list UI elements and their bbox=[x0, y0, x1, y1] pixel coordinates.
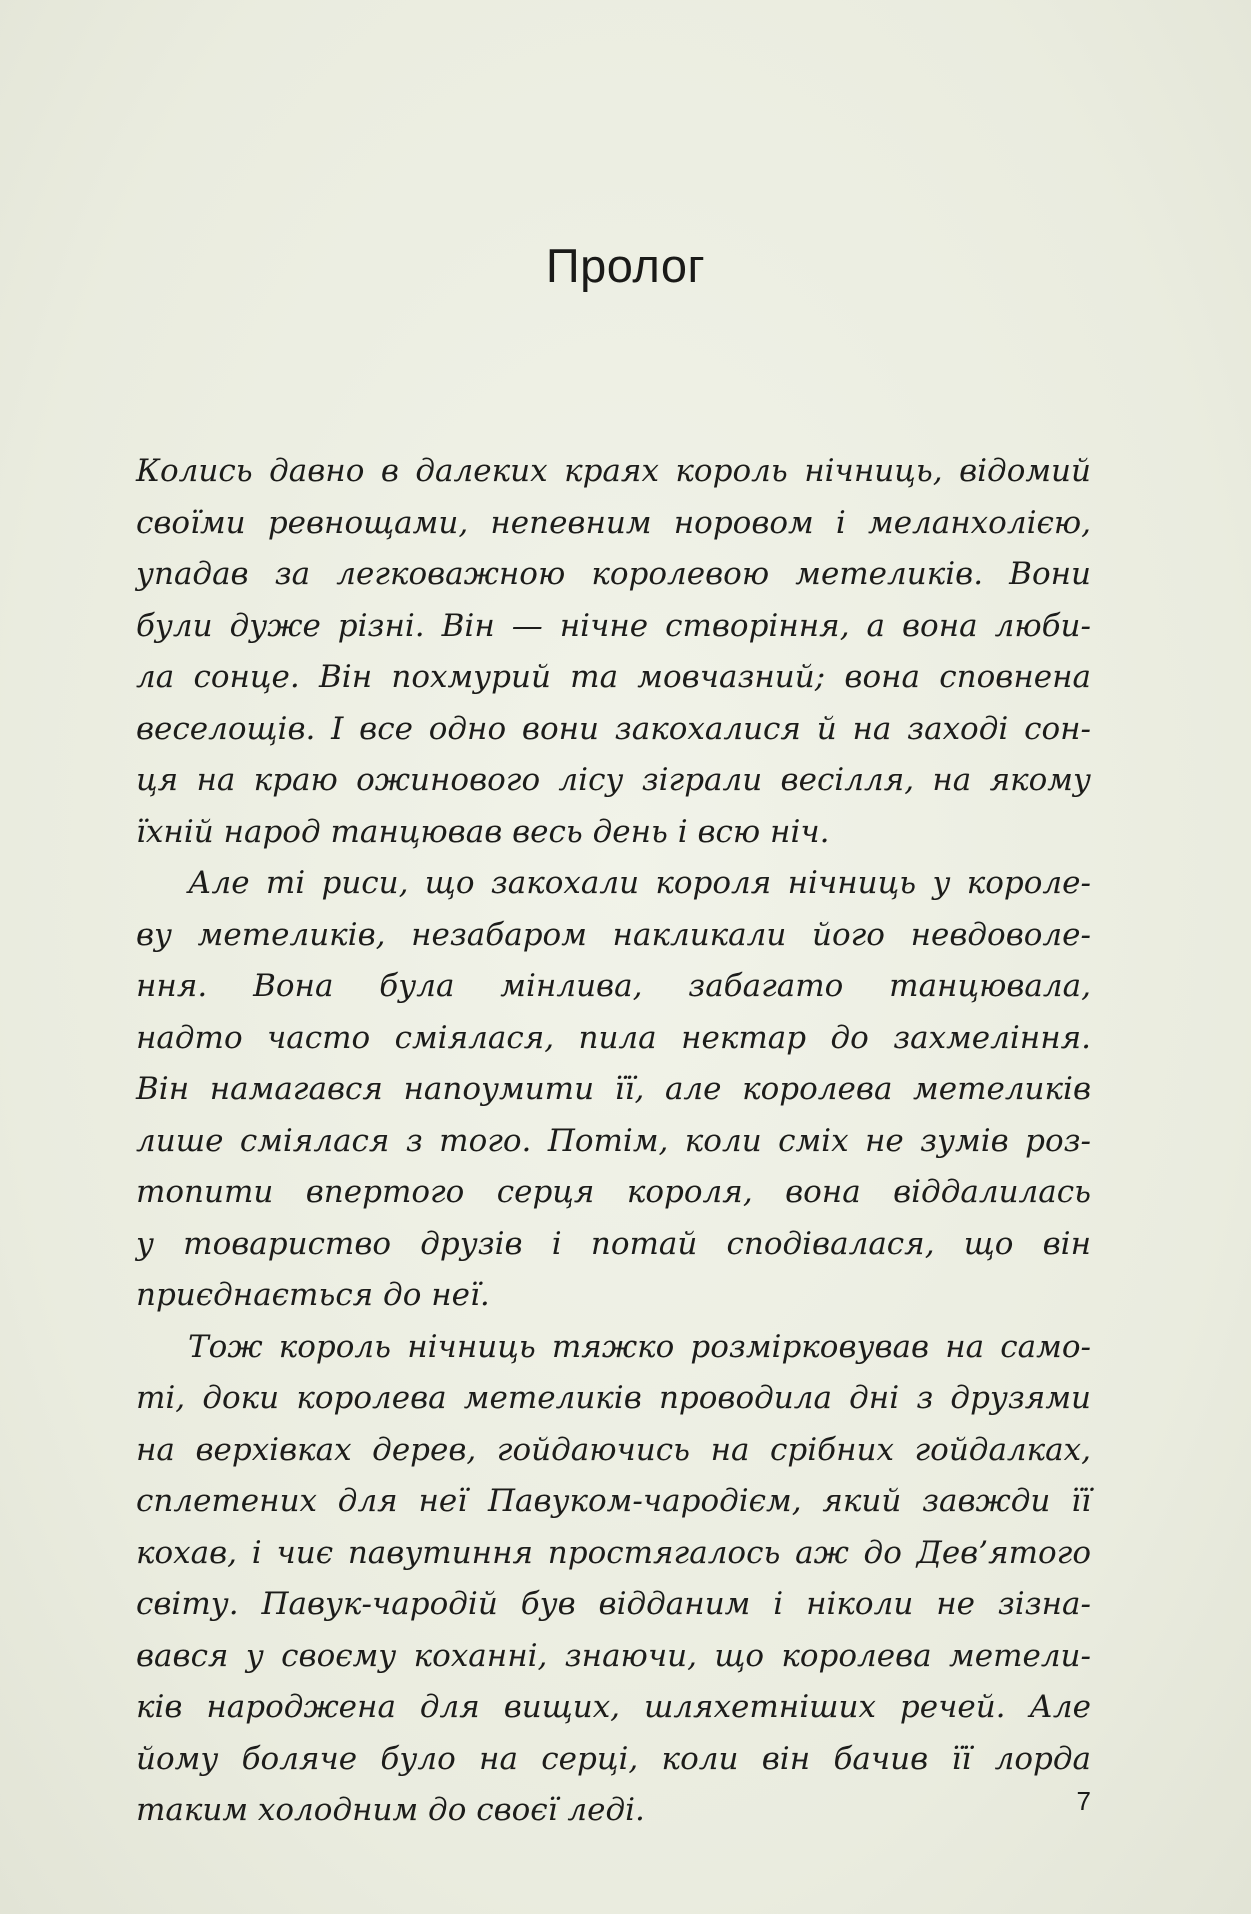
text-line: Колись давно в далеких краях король нічниць, відомий bbox=[136, 453, 1091, 489]
paragraph-1 bbox=[136, 446, 1091, 858]
text-line: таким холодним до своєї леді. bbox=[136, 1792, 645, 1828]
text-line: упадав за легковажною королевою метеликів. Вони bbox=[136, 556, 1091, 592]
text-line: приєднається до неї. bbox=[136, 1277, 490, 1313]
text-line: ву метеликів, незабаром накликали його невдоволе- bbox=[136, 916, 1091, 953]
text-line: веселощів. І все одно вони закохалися й на заході сон- bbox=[136, 710, 1091, 747]
text-line: Але ті риси, що закохали короля нічниць у короле- bbox=[188, 865, 1091, 901]
text-line: вався у своєму коханні, знаючи, що королева метели- bbox=[136, 1637, 1091, 1674]
text-line: надто часто сміялася, пила нектар до захмеління. bbox=[136, 1019, 1091, 1056]
text-line: Він намагався напоумити її, але королева метеликів bbox=[136, 1071, 1091, 1107]
text-line: топити впертого серця короля, вона віддалилась bbox=[136, 1174, 1091, 1210]
paragraph-2 bbox=[136, 858, 1091, 1322]
text-line: світу. Павук-чародій був відданим і ніколи не зізна- bbox=[136, 1586, 1091, 1622]
text-line: їхній народ танцював весь день і всю ніч. bbox=[136, 813, 830, 850]
text-line: ті, доки королева метеликів проводила дні з друзями bbox=[136, 1380, 1091, 1416]
paragraph-3 bbox=[136, 1322, 1091, 1837]
text-line: ння. Вона була мінлива, забагато танцювала, bbox=[136, 968, 1091, 1004]
page-number: 7 bbox=[1076, 1786, 1091, 1816]
text-line: були дуже різні. Він — нічне створіння, а вона люби- bbox=[136, 607, 1091, 644]
text-line: лише сміялася з того. Потім, коли сміх не зумів роз- bbox=[136, 1122, 1091, 1159]
text-line: ла сонце. Він похмурий та мовчазний; вона сповнена bbox=[136, 659, 1091, 695]
text-line: ця на краю ожинового лісу зіграли весілля, на якому bbox=[136, 762, 1091, 798]
text-line: ків народжена для вищих, шляхетніших речей. Але bbox=[136, 1689, 1091, 1725]
text-line: на верхівках дерев, гойдаючись на срібних гойдалках, bbox=[136, 1431, 1091, 1468]
text-line: йому боляче було на серці, коли він бачив її лорда bbox=[136, 1740, 1091, 1777]
chapter-title: Пролог bbox=[545, 239, 706, 292]
text-line: у товариство друзів і потай сподівалася, що він bbox=[136, 1225, 1091, 1262]
text-line: кохав, і чиє павутиння простягалось аж до Дев’ятого bbox=[136, 1534, 1091, 1571]
text-line: сплетених для неї Павуком-чародієм, який завжди її bbox=[136, 1483, 1091, 1519]
text-line: Тож король нічниць тяжко розмірковував на само- bbox=[188, 1328, 1091, 1365]
text-line: своїми ревнощами, непевним норовом і меланхолією, bbox=[136, 504, 1091, 541]
chapter-body bbox=[136, 446, 1091, 1837]
